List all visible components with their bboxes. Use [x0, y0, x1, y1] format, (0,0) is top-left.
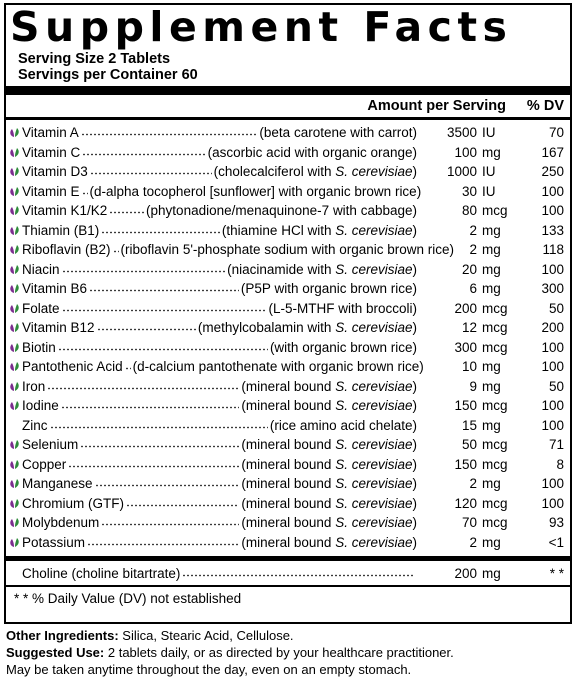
leaf-icon: [6, 244, 22, 255]
source-text: (beta carotene with carrot): [259, 125, 417, 141]
source-species: S. cerevisiae: [335, 261, 413, 277]
nutrient-unit: mcg: [482, 339, 508, 355]
nutrient-row: [6, 221, 570, 241]
nutrient-dv: 50: [548, 378, 564, 394]
nutrient-source: [270, 418, 417, 433]
dot-leader: [109, 204, 144, 214]
amount-header: Amount per Serving: [367, 98, 506, 114]
column-header: [6, 95, 570, 117]
nutrient-amount: 15: [461, 417, 477, 433]
source-text: (riboflavin 5'-phosphate sodium with organic brown rice): [120, 242, 455, 258]
nutrient-name: Vitamin D3: [22, 164, 88, 180]
dot-leader: [82, 146, 205, 156]
leaf-icon: [6, 322, 22, 333]
choline-dv: * *: [549, 565, 564, 581]
dot-leader: [62, 302, 267, 312]
nutrient-name: Vitamin A: [22, 125, 79, 141]
nutrient-name: Folate: [22, 300, 60, 316]
supplement-facts-panel: [4, 3, 572, 624]
nutrient-source: [259, 125, 417, 140]
source-species: S. cerevisiae: [335, 476, 413, 492]
source-species: S. cerevisiae: [335, 495, 413, 511]
nutrient-source: [241, 515, 417, 530]
source-text: (mineral bound: [241, 456, 336, 472]
nutrient-dv: 100: [541, 339, 564, 355]
nutrient-dv: 8: [556, 456, 564, 472]
nutrient-name: Zinc: [22, 417, 48, 433]
nutrient-source: [208, 145, 417, 160]
leaf-icon: [6, 205, 22, 216]
nutrient-row: [6, 377, 570, 397]
thick-divider: [6, 86, 570, 95]
leaf-icon: [6, 166, 22, 177]
nutrient-name: Potassium: [22, 534, 86, 550]
nutrient-row: [6, 513, 570, 533]
nutrient-row: [6, 201, 570, 221]
nutrient-amount: 70: [461, 515, 477, 531]
source-species: S. cerevisiae: [335, 378, 413, 394]
source-close: ): [412, 378, 417, 394]
nutrient-dv: 200: [541, 320, 564, 336]
nutrient-row: [6, 162, 570, 182]
nutrient-row: [6, 123, 570, 143]
nutrient-row: [6, 416, 570, 436]
source-close: ): [412, 515, 417, 531]
nutrient-amount: 50: [461, 437, 477, 453]
choline-unit: mg: [482, 565, 501, 581]
leaf-icon: [6, 127, 22, 138]
nutrient-row: [6, 260, 570, 280]
source-text: (mineral bound: [241, 515, 336, 531]
source-text: (mineral bound: [241, 476, 336, 492]
nutrient-unit: mg: [482, 222, 501, 238]
choline-row: [6, 561, 570, 585]
source-species: S. cerevisiae: [335, 164, 413, 180]
panel-title: Supplement Facts: [10, 3, 513, 51]
dot-leader: [81, 126, 258, 136]
leaf-icon: [6, 186, 22, 197]
nutrient-name: Biotin: [22, 339, 56, 355]
source-text: (P5P with organic brown rice): [240, 281, 417, 297]
nutrient-dv: <1: [548, 534, 564, 550]
nutrient-unit: mg: [482, 359, 501, 375]
source-text: (thiamine HCl with: [221, 222, 336, 238]
nutrient-source: [146, 203, 417, 218]
nutrient-unit: mcg: [482, 515, 508, 531]
source-close: ): [412, 456, 417, 472]
dot-leader: [80, 438, 239, 448]
nutrient-row: [6, 240, 570, 260]
dot-leader: [95, 477, 240, 487]
nutrient-unit: mcg: [482, 398, 508, 414]
source-text: (phytonadione/menaquinone-7 with cabbage): [146, 203, 417, 219]
nutrient-name: Vitamin C: [22, 144, 81, 160]
leaf-icon: [6, 478, 22, 489]
nutrient-name: Chromium (GTF): [22, 495, 124, 511]
nutrient-source: [241, 281, 417, 296]
source-species: S. cerevisiae: [335, 456, 413, 472]
dot-leader: [62, 263, 226, 273]
nutrient-unit: mcg: [482, 203, 508, 219]
nutrient-name: Vitamin B12: [22, 320, 95, 336]
nutrient-amount: 2: [469, 534, 477, 550]
leaf-icon: [6, 459, 22, 470]
source-close: ): [412, 534, 417, 550]
nutrient-dv: 300: [541, 281, 564, 297]
nutrient-source: [227, 262, 417, 277]
nutrient-dv: 100: [541, 203, 564, 219]
source-text: (d-calcium pantothenate with organic brown rice): [132, 359, 424, 375]
dot-leader: [101, 516, 239, 526]
nutrient-source: [121, 242, 455, 257]
nutrient-dv: 100: [541, 417, 564, 433]
source-close: ): [412, 398, 417, 414]
nutrient-amount: 100: [454, 144, 477, 160]
nutrient-source: [268, 301, 417, 316]
nutrient-dv: 100: [541, 476, 564, 492]
nutrient-amount: 20: [461, 261, 477, 277]
nutrient-name: Iron: [22, 378, 46, 394]
nutrient-row: [6, 533, 570, 553]
nutrient-dv: 100: [541, 183, 564, 199]
nutrient-row: [6, 357, 570, 377]
nutrient-unit: mg: [482, 417, 501, 433]
nutrient-source: [270, 340, 417, 355]
nutrient-amount: 9: [469, 378, 477, 394]
suggested-use-label: Suggested Use:: [6, 645, 105, 660]
nutrient-dv: 70: [548, 125, 564, 141]
leaf-icon: [6, 361, 22, 372]
nutrient-unit: IU: [482, 164, 496, 180]
nutrient-dv: 50: [548, 300, 564, 316]
dot-leader: [50, 419, 268, 429]
nutrient-unit: mg: [482, 378, 501, 394]
nutrient-amount: 2: [469, 222, 477, 238]
source-close: ): [412, 222, 417, 238]
leaf-icon: [6, 517, 22, 528]
source-species: S. cerevisiae: [335, 534, 413, 550]
source-close: ): [412, 476, 417, 492]
nutrient-amount: 6: [469, 281, 477, 297]
nutrient-source: [241, 398, 417, 413]
source-text: (methylcobalamin with: [197, 320, 336, 336]
leaf-icon: [6, 264, 22, 275]
nutrient-amount: 12: [461, 320, 477, 336]
source-close: ): [412, 261, 417, 277]
nutrient-amount: 3500: [446, 125, 477, 141]
choline-amount: 200: [454, 565, 477, 581]
dot-leader: [89, 282, 239, 292]
dot-leader: [113, 243, 119, 253]
nutrient-source: [241, 535, 417, 550]
nutrient-unit: mcg: [482, 456, 508, 472]
nutrient-unit: mcg: [482, 437, 508, 453]
nutrient-row: [6, 318, 570, 338]
dot-leader: [58, 341, 268, 351]
source-species: S. cerevisiae: [335, 437, 413, 453]
dot-leader: [182, 567, 415, 577]
source-species: S. cerevisiae: [335, 222, 413, 238]
usage-note: May be taken anytime throughout the day, even on an empty stomach.: [6, 662, 412, 677]
nutrient-dv: 100: [541, 261, 564, 277]
nutrient-row: [6, 143, 570, 163]
choline-name: Choline (choline bitartrate): [22, 565, 181, 581]
dot-leader: [68, 458, 239, 468]
nutrient-amount: 2: [469, 476, 477, 492]
nutrient-source: [198, 320, 417, 335]
source-species: S. cerevisiae: [335, 320, 413, 336]
nutrient-dv: 93: [548, 515, 564, 531]
leaf-icon: [6, 303, 22, 314]
source-close: ): [412, 164, 417, 180]
nutrient-unit: mg: [482, 281, 501, 297]
nutrient-list: [6, 120, 570, 552]
leaf-icon: [6, 400, 22, 411]
leaf-icon: [6, 381, 22, 392]
suggested-use-text: 2 tablets daily, or as directed by your healthcare practitioner.: [104, 645, 454, 660]
nutrient-name: Niacin: [22, 261, 60, 277]
nutrient-row: [6, 455, 570, 475]
nutrient-source: [241, 476, 417, 491]
leaf-icon: [6, 283, 22, 294]
dot-leader: [97, 321, 196, 331]
other-ingredients-text: Silica, Stearic Acid, Cellulose.: [118, 628, 294, 643]
source-species: S. cerevisiae: [335, 398, 413, 414]
nutrient-name: Selenium: [22, 437, 79, 453]
nutrient-amount: 150: [454, 398, 477, 414]
source-text: (mineral bound: [241, 495, 336, 511]
nutrient-unit: mg: [482, 534, 501, 550]
nutrient-dv: 100: [541, 359, 564, 375]
source-text: (L-5-MTHF with broccoli): [268, 300, 417, 316]
nutrient-row: [6, 299, 570, 319]
leaf-icon: [6, 342, 22, 353]
leaf-icon: [6, 147, 22, 158]
nutrient-amount: 80: [461, 203, 477, 219]
nutrient-name: Copper: [22, 456, 67, 472]
source-text: (d-alpha tocopherol [sunflower] with organic brown rice): [89, 183, 422, 199]
nutrient-source: [241, 496, 417, 511]
source-text: (mineral bound: [241, 534, 336, 550]
nutrient-amount: 30: [461, 183, 477, 199]
other-ingredients-label: Other Ingredients:: [6, 628, 119, 643]
nutrient-source: [241, 379, 417, 394]
source-text: (niacinamide with: [227, 261, 336, 277]
nutrient-name: Thiamin (B1): [22, 222, 100, 238]
nutrient-name: Vitamin B6: [22, 281, 88, 297]
nutrient-unit: mg: [482, 144, 501, 160]
source-text: (mineral bound: [241, 378, 336, 394]
nutrient-name: Iodine: [22, 398, 59, 414]
nutrient-row: [6, 494, 570, 514]
nutrient-name: Vitamin E: [22, 183, 80, 199]
other-ingredients: [6, 627, 574, 644]
source-species: S. cerevisiae: [335, 515, 413, 531]
nutrient-row: [6, 396, 570, 416]
nutrient-row: [6, 338, 570, 358]
nutrient-source: [222, 223, 417, 238]
dot-leader: [126, 497, 239, 507]
source-text: (mineral bound: [241, 437, 336, 453]
nutrient-row: [6, 182, 570, 202]
nutrient-dv: 167: [541, 144, 564, 160]
nutrient-row: [6, 435, 570, 455]
source-close: ): [412, 437, 417, 453]
serving-size: Serving Size 2 Tablets: [18, 51, 171, 67]
leaf-icon: [6, 225, 22, 236]
nutrient-unit: mcg: [482, 320, 508, 336]
dv-header: % DV: [526, 98, 564, 114]
nutrient-source: [241, 457, 417, 472]
leaf-icon: [6, 537, 22, 548]
nutrient-source: [214, 164, 417, 179]
nutrient-unit: mg: [482, 476, 501, 492]
nutrient-dv: 71: [548, 437, 564, 453]
source-close: ): [412, 495, 417, 511]
nutrient-unit: mcg: [482, 300, 508, 316]
source-text: (ascorbic acid with organic orange): [207, 144, 417, 160]
leaf-icon: [6, 498, 22, 509]
nutrient-name: Riboflavin (B2): [22, 242, 111, 258]
nutrient-amount: 2: [469, 242, 477, 258]
nutrient-unit: IU: [482, 183, 496, 199]
nutrient-name: Pantothenic Acid: [22, 359, 123, 375]
suggested-use: [6, 644, 574, 661]
nutrient-source: [133, 359, 424, 374]
nutrient-name: Molybdenum: [22, 515, 100, 531]
nutrient-dv: 133: [541, 222, 564, 238]
nutrient-amount: 10: [461, 359, 477, 375]
nutrient-dv: 118: [542, 242, 564, 258]
nutrient-row: [6, 279, 570, 299]
dot-leader: [90, 165, 212, 175]
nutrient-source: [90, 184, 422, 199]
nutrient-unit: mg: [482, 261, 501, 277]
nutrient-row: [6, 474, 570, 494]
nutrient-name: Vitamin K1/K2: [22, 203, 108, 219]
dv-footnote: * * % Daily Value (DV) not established: [14, 591, 242, 606]
source-text: (rice amino acid chelate): [269, 417, 417, 433]
dot-leader: [87, 536, 239, 546]
dot-leader: [61, 399, 240, 409]
dot-leader: [125, 360, 131, 370]
nutrient-unit: IU: [482, 125, 496, 141]
nutrient-name: Manganese: [22, 476, 93, 492]
leaf-icon: [6, 439, 22, 450]
nutrient-source: [241, 437, 417, 452]
nutrient-unit: mg: [482, 242, 501, 258]
source-text: (with organic brown rice): [269, 339, 417, 355]
source-text: (mineral bound: [241, 398, 336, 414]
source-text: (cholecalciferol with: [213, 164, 336, 180]
dot-leader: [47, 380, 239, 390]
source-close: ): [412, 320, 417, 336]
nutrient-unit: mcg: [482, 495, 508, 511]
label-notes: [6, 627, 574, 678]
nutrient-dv: 100: [541, 495, 564, 511]
dot-leader: [82, 185, 88, 195]
servings-per-container: Servings per Container 60: [18, 67, 198, 83]
nutrient-dv: 100: [541, 398, 564, 414]
nutrient-amount: 300: [454, 339, 477, 355]
nutrient-amount: 150: [454, 456, 477, 472]
nutrient-dv: 250: [541, 164, 564, 180]
dot-leader: [101, 224, 220, 234]
nutrient-amount: 120: [454, 495, 477, 511]
nutrient-amount: 1000: [446, 164, 477, 180]
nutrient-amount: 200: [454, 300, 477, 316]
